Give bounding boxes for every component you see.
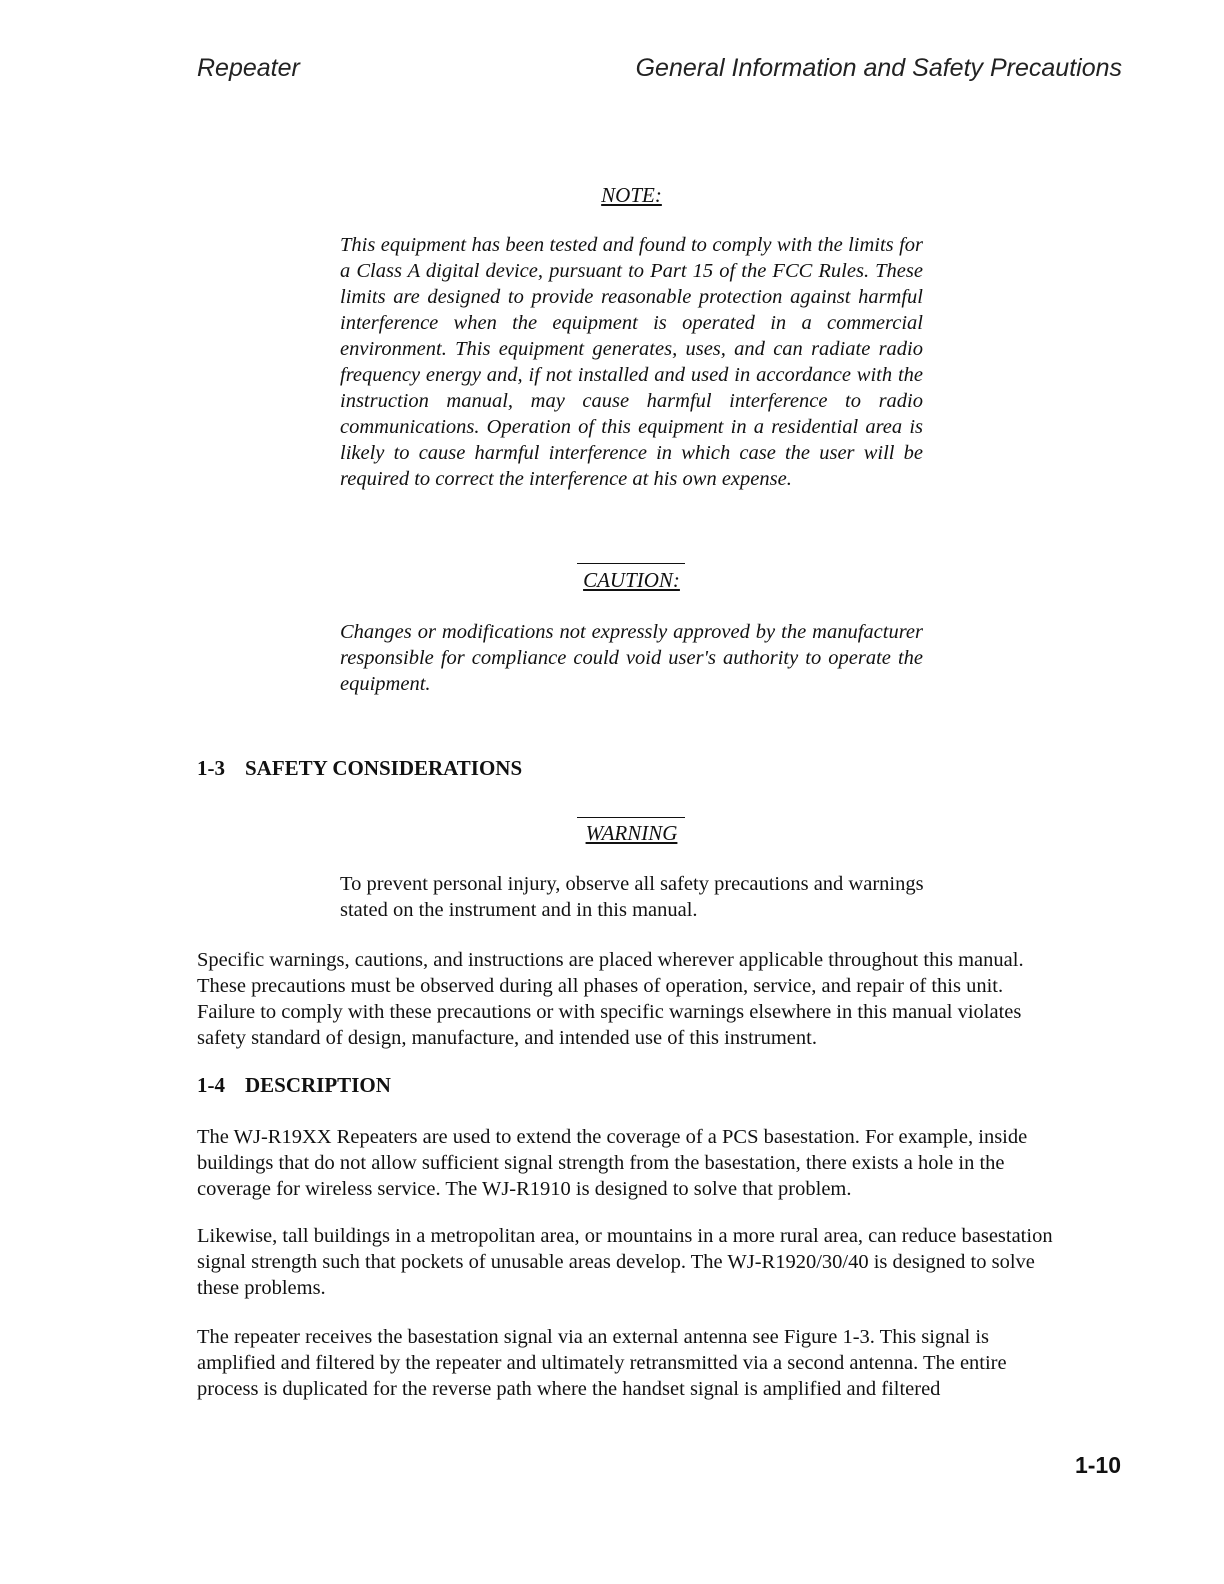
page-number: 1-10 xyxy=(1074,1452,1121,1478)
description-paragraph-3: The repeater receives the basestation signal via an external antenna see Figure 1-3. This signal is amplified and filtered by the repeater and ultimately retransmitted via a second antenna. The entire process is duplicated for the reverse path where the handset signal is amplified and filtered xyxy=(197,1326,1007,1400)
safety-number: 1-3 xyxy=(197,756,225,780)
warning-body: To prevent personal injury, observe all safety precautions and warnings stated on the instrument and in this manual. xyxy=(340,873,924,921)
caution-body: Changes or modifications not expressly approved by the manufacturer responsible for compliance could void user's authority to operate the equipment. xyxy=(340,621,923,695)
caution-rule xyxy=(577,563,685,564)
running-header-left: Repeater xyxy=(197,54,300,82)
description-heading xyxy=(197,1073,391,1098)
safety-title: SAFETY CONSIDERATIONS xyxy=(245,756,523,780)
running-header-right: General Information and Safety Precautions xyxy=(635,54,1122,82)
warning-rule xyxy=(577,817,685,818)
safety-paragraph: Specific warnings, cautions, and instructions are placed wherever applicable throughout this manual. These precautions must be observed during all phases of operation, service, and repair of this unit. Failure to comply with these precautions or with specific warnings elsewhere in this manual violates safety standard of design, manufacture, and intended use of this instrument. xyxy=(197,949,1024,1049)
note-title: NOTE: xyxy=(601,183,662,207)
description-paragraph-1: The WJ-R19XX Repeaters are used to extend the coverage of a PCS basestation. For example, inside buildings that do not allow sufficient signal strength from the basestation, there exists a hole in the coverage for wireless service. The WJ-R1910 is designed to solve that problem. xyxy=(197,1126,1028,1200)
warning-title: WARNING xyxy=(585,821,678,845)
description-paragraph-2: Likewise, tall buildings in a metropolitan area, or mountains in a more rural area, can reduce basestation signal strength such that pockets of unusable areas develop. The WJ-R1920/30/40 is designed to solve these problems. xyxy=(197,1225,1053,1299)
caution-title: CAUTION: xyxy=(583,568,680,592)
note-body: This equipment has been tested and found to comply with the limits for a Class A digital device, pursuant to Part 15 of the FCC Rules. These limits are designed to provide reasonable protection against harmful interference when the equipment is operated in a commercial environment. This equipment generates, uses, and can radiate radio frequency energy and, if not installed and used in accordance with the instruction manual, may cause harmful interference to radio communications. Operation of this equipment in a residential area is likely to cause harmful interference in which case the user will be required to correct the interference at his own expense. xyxy=(340,234,923,490)
description-title: DESCRIPTION xyxy=(245,1073,391,1097)
description-number: 1-4 xyxy=(197,1073,225,1097)
safety-heading xyxy=(197,756,522,781)
